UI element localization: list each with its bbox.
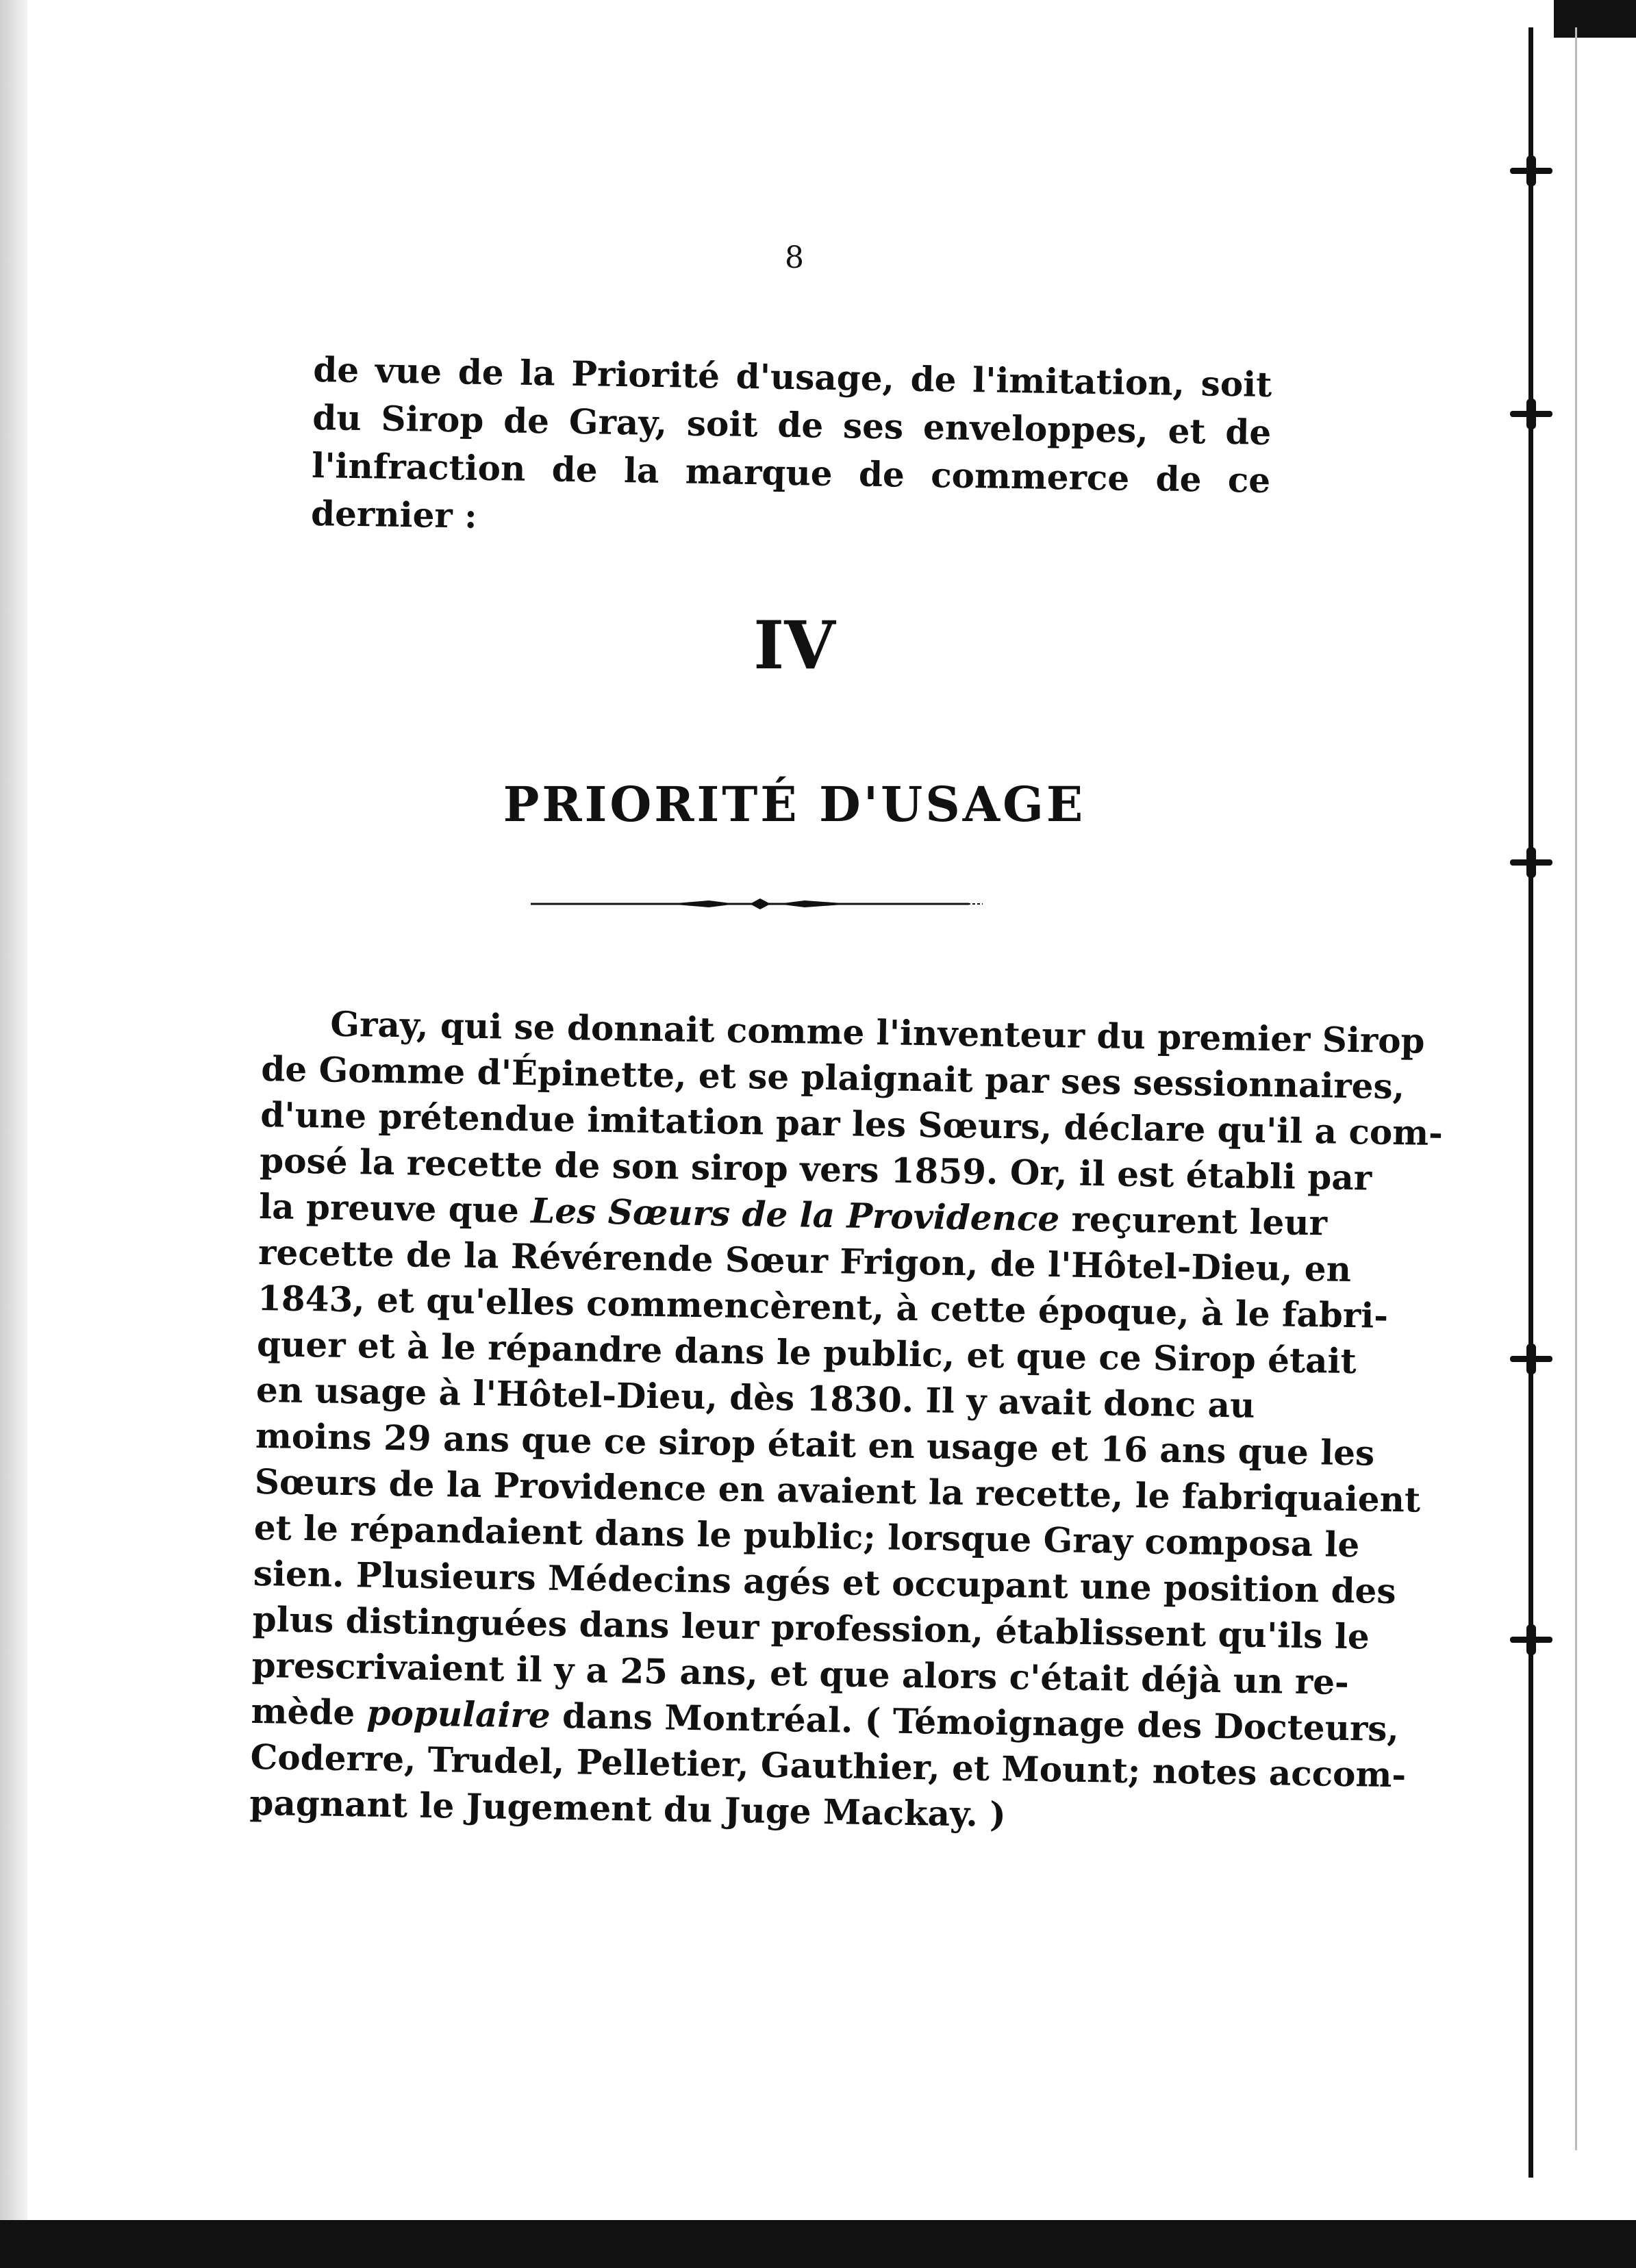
body-line: d'une prétendue imitation par les Sœurs, déclare qu'il a com-: [260, 1094, 1444, 1154]
body-line: prescrivaient il y a 25 ans, et que alors c'était déjà un re-: [251, 1644, 1350, 1703]
intro-paragraph: de vue de la Priorité d'usage, de l'imitation, soit du Sirop de Gray, soit de ses enveloppes, et de l'infraction de la marque de commerce de ce dernier :: [310, 349, 1272, 536]
binding-stitches: [1496, 27, 1572, 2178]
italic-title: Les Sœurs de la Providence: [530, 1190, 1060, 1239]
italic-word: populaire: [366, 1692, 551, 1736]
body-line: pagnant le Jugement du Juge Mackay. ): [249, 1782, 1007, 1835]
body-line: recette de la Révérende Sœur Frigon, de l'Hôtel-Dieu, en: [257, 1231, 1352, 1290]
scan-bottom-edge: [0, 2220, 1636, 2268]
body-line: en usage à l'Hôtel-Dieu, dès 1830. Il y avait donc au: [255, 1369, 1255, 1426]
binding-stitch: [1510, 168, 1552, 174]
body-line: posé la recette de son sirop vers 1859. Or, il est établi par: [259, 1139, 1372, 1198]
ornament-divider: [531, 896, 983, 912]
body-text-run: mède: [251, 1690, 368, 1733]
body-line: de Gomme d'Épinette, et se plaignait par ses sessionnaires,: [260, 1048, 1405, 1107]
body-paragraph: [249, 1000, 1444, 1841]
body-line: Sœurs de la Providence en avaient la recette, le fabriquaient: [254, 1461, 1421, 1520]
scan-left-edge: [0, 0, 27, 2268]
body-line: plus distinguées dans leur profession, établissent qu'ils le: [252, 1598, 1370, 1657]
body-line: quer et à le répandre dans le public, et que ce Sirop était: [256, 1323, 1357, 1382]
body-line: sien. Plusieurs Médecins agés et occupant une position des: [253, 1552, 1397, 1612]
binding-stitch: [1510, 859, 1552, 866]
section-title: PRIORITÉ D'USAGE: [503, 776, 1086, 833]
body-text-run: la preuve que: [258, 1185, 531, 1231]
body-line: 1843, et qu'elles commencèrent, à cette époque, à le fabri-: [257, 1277, 1389, 1336]
body-text-run: dans Montréal. ( Témoignage des Docteurs,: [550, 1695, 1400, 1750]
section-numeral: IV: [753, 607, 835, 684]
binding-stitch: [1510, 1356, 1552, 1362]
body-line: Gray, qui se donnait comme l'inventeur du premier Sirop: [329, 1003, 1426, 1061]
page-right-edge: [1575, 27, 1577, 2150]
body-line: moins 29 ans que ce sirop était en usage et 16 ans que les: [255, 1415, 1375, 1474]
binding-stitch: [1510, 411, 1552, 417]
page-number: 8: [785, 240, 804, 275]
body-text-run: reçurent leur: [1059, 1198, 1328, 1244]
body-line: et le répandaient dans le public; lorsque Gray composa le: [253, 1507, 1360, 1565]
binding-thread: [1528, 27, 1533, 2178]
binding-stitch: [1510, 1637, 1552, 1643]
body-line: Coderre, Trudel, Pelletier, Gauthier, et Mount; notes accom-: [250, 1736, 1407, 1796]
